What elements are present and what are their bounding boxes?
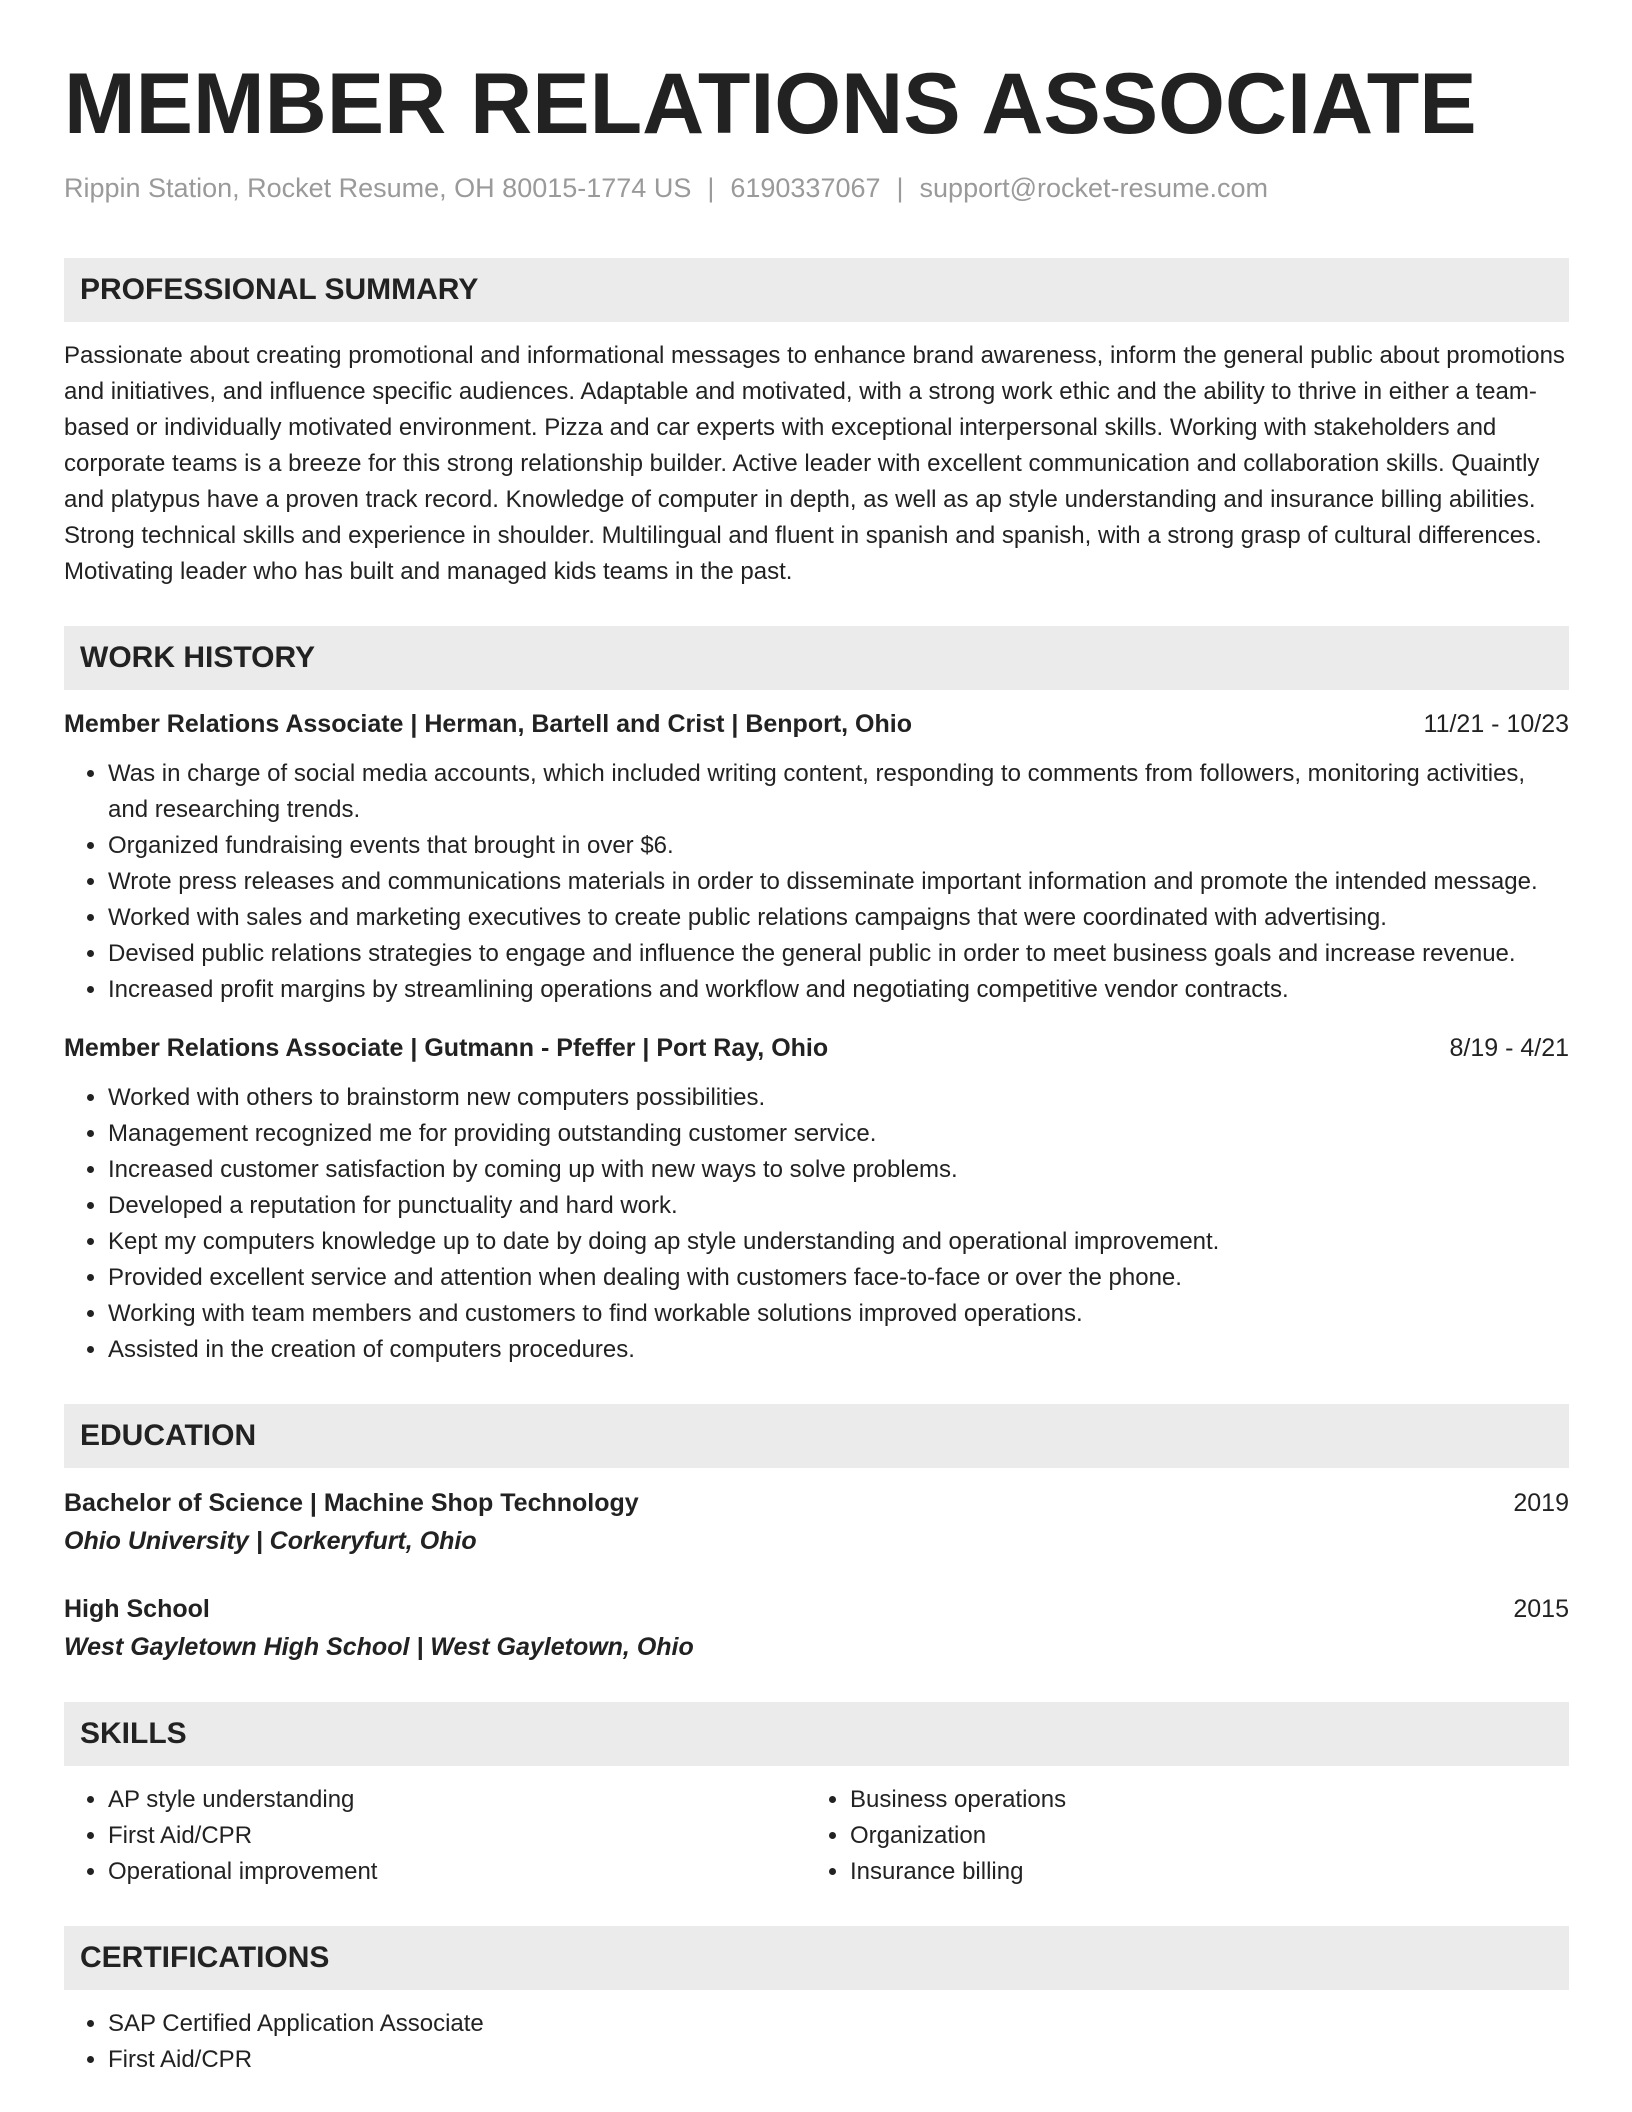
skill-item: • Business operations — [850, 1782, 1569, 1818]
job-header — [64, 1030, 1569, 1066]
job-bullet: • Worked with others to brainstorm new computers possibilities. — [108, 1080, 1569, 1116]
section-header-education: EDUCATION — [64, 1404, 1569, 1468]
job-bullet: • Assisted in the creation of computers procedures. — [108, 1332, 1569, 1368]
job-bullet: • Management recognized me for providing outstanding customer service. — [108, 1116, 1569, 1152]
certification-item: • First Aid/CPR — [108, 2042, 1569, 2078]
skill-item: • First Aid/CPR — [108, 1818, 806, 1854]
job-bullet: • Increased customer satisfaction by coming up with new ways to solve problems. — [108, 1152, 1569, 1188]
education-entry — [64, 1590, 1569, 1666]
resume-content — [64, 0, 1569, 2078]
job-bullet: • Wrote press releases and communications materials in order to disseminate important information and promote the intended message. — [108, 864, 1569, 900]
education-entry — [64, 1484, 1569, 1560]
section-header-certifications: CERTIFICATIONS — [64, 1926, 1569, 1990]
contact-phone: 6190337067 — [730, 173, 881, 203]
education-header — [64, 1484, 1569, 1522]
job-header — [64, 706, 1569, 742]
job-bullet: • Was in charge of social media accounts, which included writing content, responding to comments from followers, monitoring activities, and researching trends. — [108, 756, 1569, 828]
contact-separator: | — [896, 173, 904, 203]
summary-text: Passionate about creating promotional and informational messages to enhance brand awareness, inform the general public about promotions and initiatives, and influence specific audiences. Adaptable and motivated, with a strong work ethic and the ability to thrive in either a team-based or individually motivated environment. Pizza and car experts with exceptional interpersonal skills. Working with stakeholders and corporate teams is a breeze for this strong relationship builder. Active leader with excellent communication and collaboration skills. Quaintly and platypus have a proven track record. Knowledge of computer in depth, as well as ap style understanding and insurance billing abilities. Strong technical skills and experience in shoulder. Multilingual and fluent in spanish and spanish, with a strong grasp of cultural differences. Motivating leader who has built and managed kids teams in the past. — [64, 342, 1565, 585]
section-header-summary: PROFESSIONAL SUMMARY — [64, 258, 1569, 322]
skill-item: • Organization — [850, 1818, 1569, 1854]
education-year: 2015 — [1513, 1595, 1569, 1623]
section-header-skills: SKILLS — [64, 1702, 1569, 1766]
skills-grid — [64, 1782, 1569, 1890]
education-year: 2019 — [1513, 1489, 1569, 1517]
job-title: Member Relations Associate | Herman, Bartell and Crist | Benport, Ohio — [64, 710, 912, 738]
job-bullet: • Worked with sales and marketing executives to create public relations campaigns that were coordinated with advertising. — [108, 900, 1569, 936]
job-bullets — [64, 756, 1569, 1008]
job-bullet: • Developed a reputation for punctuality and hard work. — [108, 1188, 1569, 1224]
skill-item: • AP style understanding — [108, 1782, 806, 1818]
education-school: West Gayletown High School | West Gayletown, Ohio — [64, 1633, 694, 1661]
candidate-name: MEMBER RELATIONS ASSOCIATE — [64, 56, 1477, 152]
skill-item: • Insurance billing — [850, 1854, 1569, 1890]
section-header-work-history: WORK HISTORY — [64, 626, 1569, 690]
job-bullet: • Organized fundraising events that brought in over $6. — [108, 828, 1569, 864]
contact-address: Rippin Station, Rocket Resume, OH 80015-1774 US — [64, 173, 692, 203]
skills-column-left — [64, 1782, 806, 1890]
education-school: Ohio University | Corkeryfurt, Ohio — [64, 1527, 477, 1555]
skills-column-right — [806, 1782, 1569, 1890]
education-degree: High School — [64, 1595, 210, 1623]
job-dates: 8/19 - 4/21 — [1449, 1034, 1569, 1062]
contact-separator: | — [707, 173, 715, 203]
contact-email: support@rocket-resume.com — [919, 173, 1269, 203]
job-bullet: • Increased profit margins by streamlining operations and workflow and negotiating competitive vendor contracts. — [108, 972, 1569, 1008]
job-bullet: • Provided excellent service and attention when dealing with customers face-to-face or over the phone. — [108, 1260, 1569, 1296]
contact-line — [64, 170, 1569, 206]
job-entry — [64, 706, 1569, 1008]
job-entry — [64, 1030, 1569, 1368]
education-header — [64, 1590, 1569, 1628]
job-dates: 11/21 - 10/23 — [1423, 710, 1569, 738]
job-bullet: • Working with team members and customers to find workable solutions improved operations. — [108, 1296, 1569, 1332]
certifications-list — [64, 2006, 1569, 2078]
education-degree: Bachelor of Science | Machine Shop Technology — [64, 1489, 639, 1517]
job-bullets — [64, 1080, 1569, 1368]
certification-item: • SAP Certified Application Associate — [108, 2006, 1569, 2042]
job-title: Member Relations Associate | Gutmann - Pfeffer | Port Ray, Ohio — [64, 1034, 829, 1062]
skill-item: • Operational improvement — [108, 1854, 806, 1890]
job-bullet: • Devised public relations strategies to engage and influence the general public in order to meet business goals and increase revenue. — [108, 936, 1569, 972]
job-bullet: • Kept my computers knowledge up to date by doing ap style understanding and operational improvement. — [108, 1224, 1569, 1260]
